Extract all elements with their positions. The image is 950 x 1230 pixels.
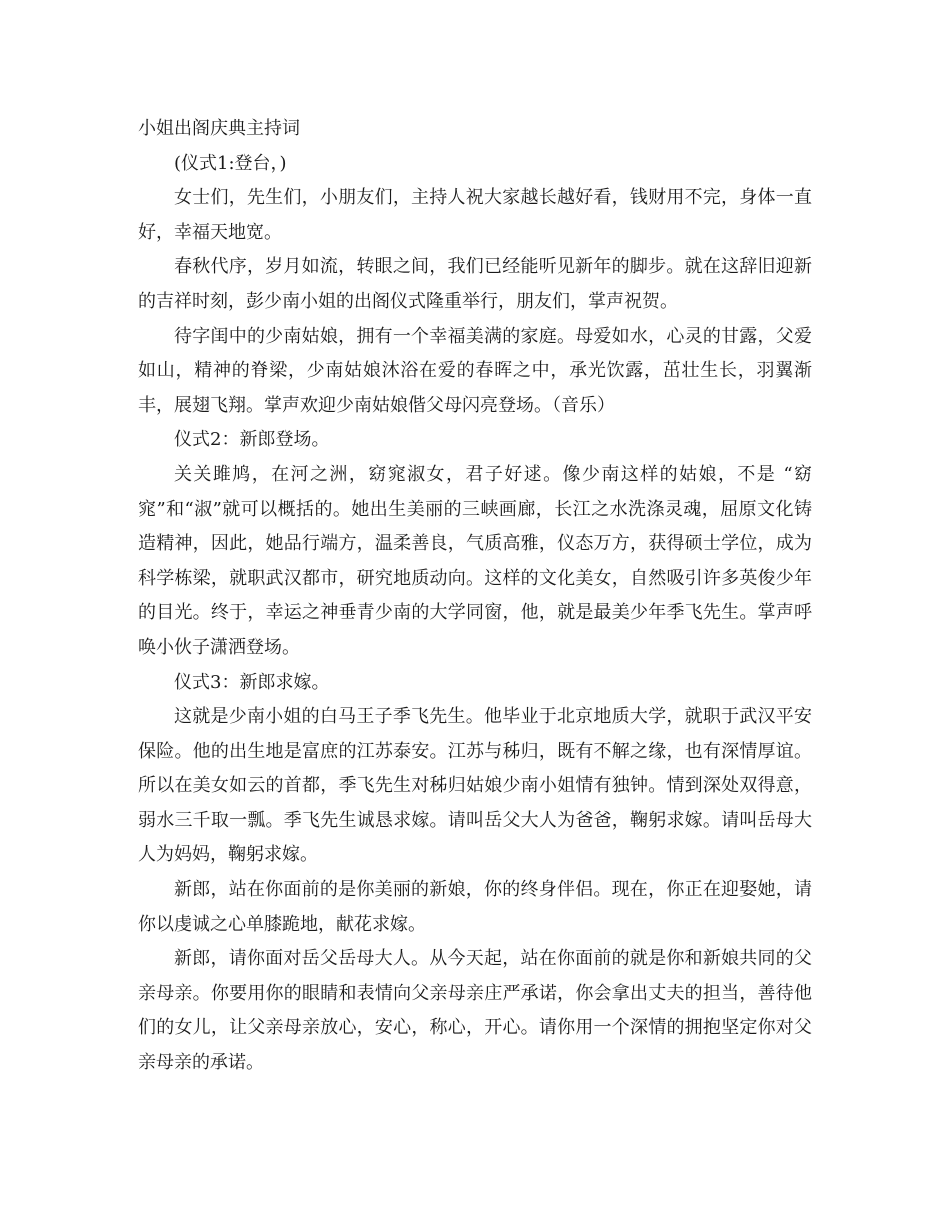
paragraph-promise: 新郎，请你面对岳父岳母大人。从今天起，站在你面前的就是你和新娘共同的父亲母亲。你要用你的眼睛和表情向父亲母亲庄严承诺，你会拿出丈夫的担当，善待他们的女儿，让父亲母亲放心，安心，称心，开心。请你用一个深情的拥抱坚定你对父亲母亲的承诺。 [138, 948, 812, 1074]
paragraph-kneel: 新郎，站在你面前的是你美丽的新娘，你的终身伴侣。现在，你正在迎娶她，请你以虔诚之心单膝跪地，献花求嫁。 [138, 879, 812, 935]
paragraph-greeting: 女士们，先生们，小朋友们，主持人祝大家越长越好看，钱财用不完，身体一直好，幸福天地宽。 [138, 187, 812, 243]
paragraph-groom-intro: 这就是少南小姐的白马王子季飞先生。他毕业于北京地质大学，就职于武汉平安保险。他的出生地是富庶的江苏泰安。江苏与秭归，既有不解之缘，也有深情厚谊。所以在美女如云的首都，季飞先生对秭归姑娘少南小姐情有独钟。情到深处双得意，弱水三千取一瓢。季飞先生诚恳求嫁。请叫岳父大人为爸爸，鞠躬求嫁。请叫岳母大人为妈妈，鞠躬求嫁。 [138, 706, 812, 866]
paragraph-ceremony-3: 仪式3：新郎求嫁。 [174, 671, 330, 693]
document-title: 小姐出阁庆典主持词 [138, 118, 300, 139]
paragraph-bride-family: 待字闺中的少南姑娘，拥有一个幸福美满的家庭。母爱如水，心灵的甘露，父爱如山，精神的脊梁，少南姑娘沐浴在爱的春晖之中，承光饮露，茁壮生长，羽翼渐丰，展翅飞翔。掌声欢迎少南姑娘偕父母闪亮登场。（音乐） [138, 325, 812, 416]
paragraph-bride-intro: 关关雎鸠，在河之洲，窈窕淑女，君子好逑。像少南这样的姑娘，不是 “窈窕”和“淑”就可以概括的。她出生美丽的三峡画廊，长江之水洗涤灵魂，屈原文化铸造精神，因此，她品行端方，温柔善良，气质高雅，仪态万方，获得硕士学位，成为科学栋梁，就职武汉都市，研究地质动向。这样的文化美女，自然吸引许多英俊少年的目光。终于，幸运之神垂青少南的大学同窗，他，就是最美少年季飞先生。掌声呼唤小伙子潇洒登场。 [138, 463, 812, 658]
document-page [138, 112, 812, 1081]
paragraph-ceremony-2: 仪式2：新郎登场。 [174, 429, 330, 451]
paragraph-ceremony-1: (仪式1:登台，) [174, 152, 287, 174]
paragraph-new-year: 春秋代序，岁月如流，转眼之间，我们已经能听见新年的脚步。就在这辞旧迎新的吉祥时刻，彭少南小姐的出阁仪式隆重举行，朋友们，掌声祝贺。 [138, 256, 812, 312]
